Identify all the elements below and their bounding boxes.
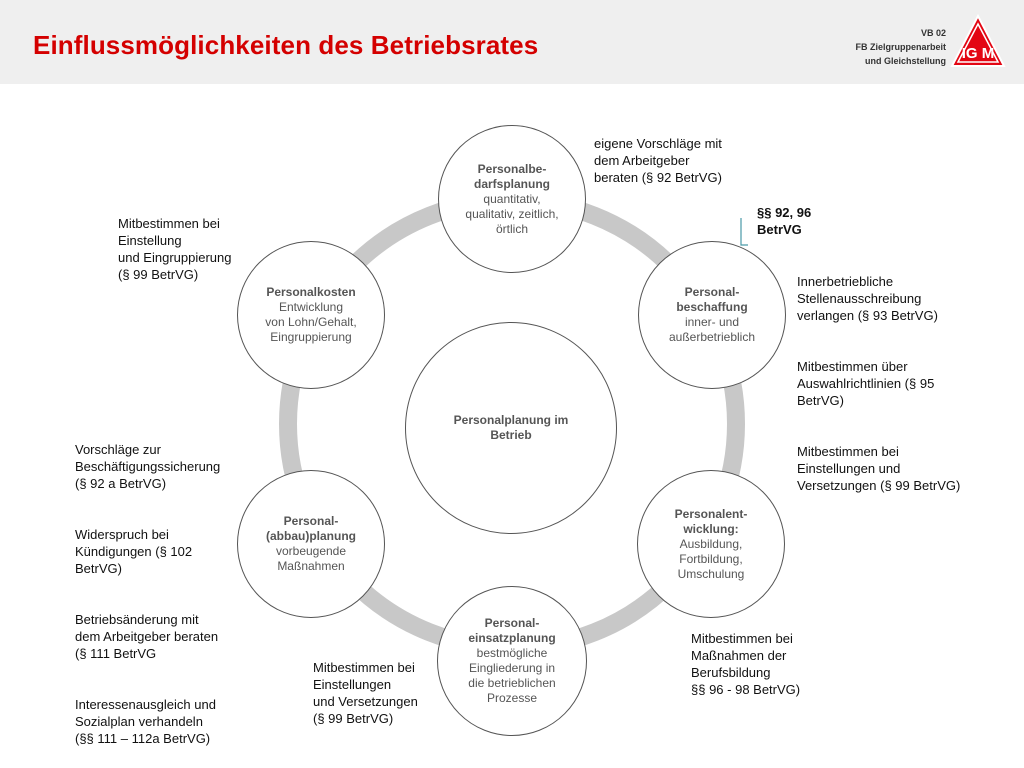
unit-line-1: VB 02 bbox=[920, 28, 946, 38]
note-abbau-item: Interessenausgleich und Sozialplan verhandeln (§§ 111 – 112a BetrVG) bbox=[75, 697, 216, 746]
note-beschaffung-item: Mitbestimmen über Auswahlrichtlinien (§ 95 BetrVG) bbox=[797, 359, 935, 408]
center-node bbox=[405, 322, 617, 534]
node-description: inner- und außerbetrieblich bbox=[668, 315, 756, 344]
note-beschaffung bbox=[797, 256, 997, 511]
node-description: Entwicklung von Lohn/Gehalt, Eingruppierung bbox=[265, 300, 357, 344]
unit-line-3: und Gleichstellung bbox=[864, 56, 946, 66]
node-personalentwicklung bbox=[637, 470, 785, 618]
node-description: vorbeugende Maßnahmen bbox=[275, 544, 347, 573]
node-title: Personal- (abbau)planung bbox=[266, 514, 356, 543]
bracket-connector bbox=[741, 218, 748, 245]
node-title: Personal- beschaffung bbox=[676, 285, 748, 314]
logo-text: IG M bbox=[961, 45, 995, 62]
note-beschaffung-item: Innerbetriebliche Stellenausschreibung verlangen (§ 93 BetrVG) bbox=[797, 274, 938, 323]
node-description: bestmögliche Eingliederung in die betrieblichen Prozesse bbox=[468, 646, 556, 705]
node-description: Ausbildung, Fortbildung, Umschulung bbox=[677, 536, 745, 581]
node-personalbeschaffung bbox=[638, 241, 786, 389]
note-beschaffung-reference: §§ 92, 96 BetrVG bbox=[757, 205, 812, 237]
note-personalkosten: Mitbestimmen bei Einstellung und Eingruppierung (§ 99 BetrVG) bbox=[118, 216, 232, 282]
note-abbau-item: Vorschläge zur Beschäftigungssicherung (§ 92 a BetrVG) bbox=[75, 442, 221, 491]
node-title: Personal- einsatzplanung bbox=[468, 616, 556, 645]
note-abbau-item: Betriebsänderung mit dem Arbeitgeber beraten (§ 111 BetrVG bbox=[75, 612, 219, 661]
unit-line-2: FB Zielgruppenarbeit bbox=[855, 42, 946, 52]
node-description: quantitativ, qualitativ, zeitlich, örtlich bbox=[465, 191, 559, 236]
node-title: Personalent- wicklung: bbox=[674, 506, 748, 536]
node-title: Personalbe- darfsplanung bbox=[473, 161, 550, 191]
note-abbauplanung bbox=[75, 424, 260, 764]
note-beschaffung-item: Mitbestimmen bei Einstellungen und Versetzungen (§ 99 BetrVG) bbox=[797, 444, 961, 493]
note-bedarfsplanung: eigene Vorschläge mit dem Arbeitgeber beraten (§ 92 BetrVG) bbox=[594, 136, 722, 185]
node-title: Personalkosten bbox=[266, 285, 356, 299]
center-title: Personalplanung im Betrieb bbox=[453, 413, 569, 442]
note-entwicklung: Mitbestimmen bei Maßnahmen der Berufsbildung §§ 96 - 98 BetrVG) bbox=[691, 631, 801, 697]
node-personalbedarfsplanung bbox=[438, 125, 586, 273]
page-title: Einflussmöglichkeiten des Betriebsrates bbox=[33, 30, 539, 60]
note-einsatzplanung: Mitbestimmen bei Einstellungen und Versetzungen (§ 99 BetrVG) bbox=[313, 660, 418, 726]
note-abbau-item: Widerspruch bei Kündigungen (§ 102 BetrVG) bbox=[75, 527, 193, 576]
